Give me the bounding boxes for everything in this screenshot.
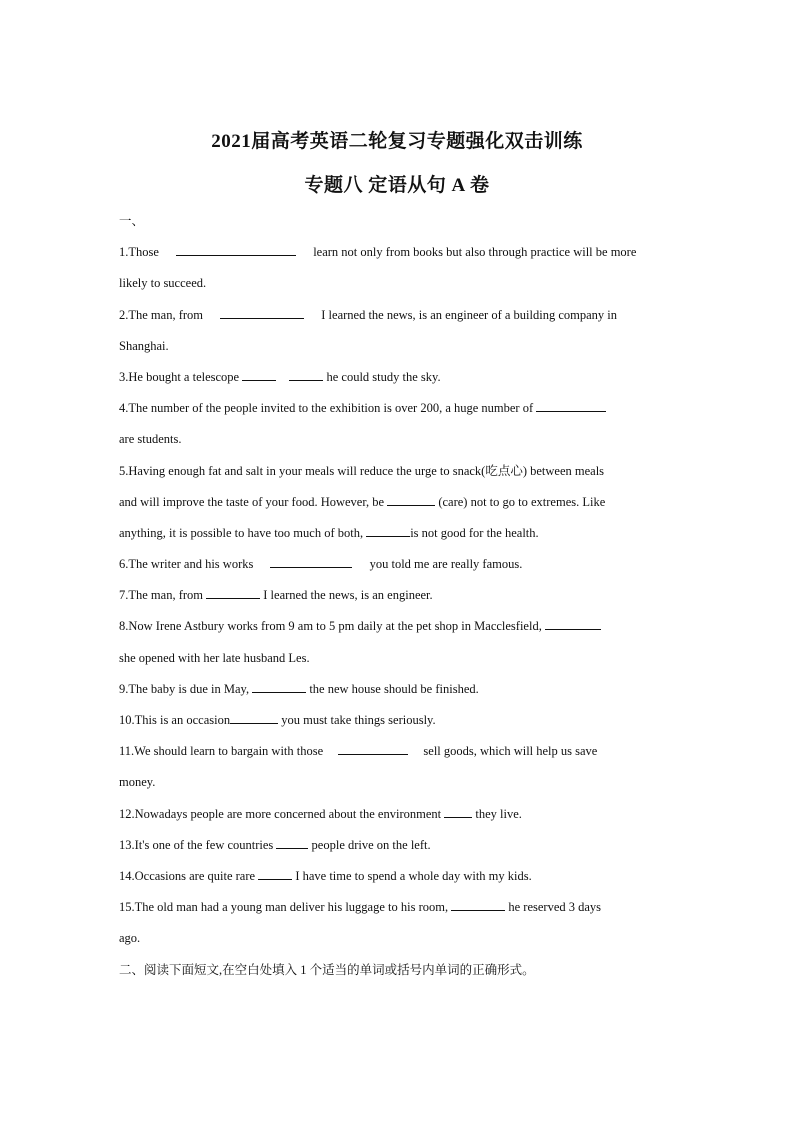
- question-2: 2.The man, from I learned the news, is an engineer of a building company in: [119, 300, 679, 331]
- answer-blank[interactable]: [206, 585, 260, 599]
- question-5: 5.Having enough fat and salt in your meals will reduce the urge to snack(吃点心) between meals: [119, 463, 605, 478]
- question-5-cont: anything, it is possible to have too much of both, is not good for the health.: [119, 518, 679, 549]
- question-7: 7.The man, from I learned the news, is an engineer.: [119, 580, 679, 611]
- answer-blank[interactable]: [289, 367, 323, 381]
- answer-blank[interactable]: [387, 492, 435, 506]
- question-12: 12.Nowadays people are more concerned about the environment they live.: [119, 799, 679, 830]
- section-one-heading: 一、: [119, 214, 145, 228]
- question-4: 4.The number of the people invited to the exhibition is over 200, a huge number of: [119, 393, 679, 424]
- document-subtitle: 专题八 定语从句 A 卷: [304, 175, 490, 196]
- answer-blank[interactable]: [252, 679, 306, 693]
- answer-blank[interactable]: [258, 866, 292, 880]
- answer-blank[interactable]: [176, 242, 296, 256]
- question-15: 15.The old man had a young man deliver his luggage to his room, he reserved 3 days: [119, 892, 679, 923]
- question-1-cont: likely to succeed.: [119, 276, 207, 291]
- question-4-cont: are students.: [119, 432, 182, 447]
- answer-blank[interactable]: [536, 398, 606, 412]
- answer-blank[interactable]: [444, 804, 472, 818]
- question-13: 13.It's one of the few countries people drive on the left.: [119, 830, 679, 861]
- question-14: 14.Occasions are quite rare I have time to spend a whole day with my kids.: [119, 861, 679, 892]
- exercise-body: [119, 206, 679, 986]
- answer-blank[interactable]: [270, 554, 352, 568]
- question-1: 1.Those learn not only from books but also through practice will be more: [119, 237, 679, 268]
- answer-blank[interactable]: [545, 616, 601, 630]
- question-9: 9.The baby is due in May, the new house should be finished.: [119, 674, 679, 705]
- question-5-cont: and will improve the taste of your food. However, be (care) not to go to extremes. Like: [119, 487, 679, 518]
- question-11-cont: money.: [119, 775, 156, 790]
- question-10: 10.This is an occasion you must take things seriously.: [119, 705, 679, 736]
- answer-blank[interactable]: [338, 741, 408, 755]
- section-two-heading: 二、阅读下面短文,在空白处填入 1 个适当的单词或括号内单词的正确形式。: [119, 962, 535, 977]
- answer-blank[interactable]: [451, 897, 505, 911]
- question-2-cont: Shanghai.: [119, 338, 169, 353]
- answer-blank[interactable]: [220, 305, 304, 319]
- question-8: 8.Now Irene Astbury works from 9 am to 5 pm daily at the pet shop in Macclesfield,: [119, 611, 679, 642]
- answer-blank[interactable]: [366, 523, 410, 537]
- answer-blank[interactable]: [276, 835, 308, 849]
- question-6: 6.The writer and his works you told me are really famous.: [119, 549, 679, 580]
- document-title: 2021届高考英语二轮复习专题强化双击训练: [211, 131, 583, 152]
- answer-blank[interactable]: [230, 710, 278, 724]
- question-11: 11.We should learn to bargain with those sell goods, which will help us save: [119, 736, 679, 767]
- question-15-cont: ago.: [119, 931, 141, 946]
- question-3: 3.He bought a telescope he could study the sky.: [119, 362, 679, 393]
- answer-blank[interactable]: [242, 367, 276, 381]
- question-8-cont: she opened with her late husband Les.: [119, 650, 310, 665]
